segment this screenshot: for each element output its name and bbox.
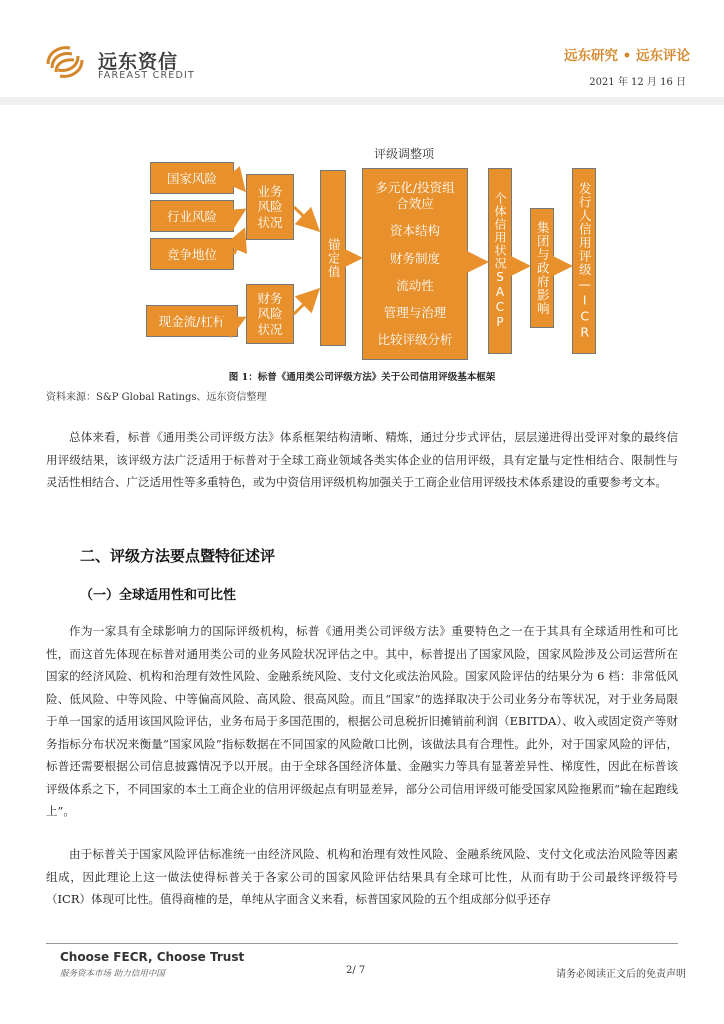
business-risk-box: 业务风险状况 — [246, 174, 294, 240]
adjustments-title: 评级调整项 — [374, 147, 435, 161]
input-industry-risk: 行业风险 — [150, 200, 234, 232]
financial-risk-box: 财务风险状况 — [246, 284, 294, 344]
icr-box: 发行人信用评级—ICR — [572, 168, 596, 354]
header-date: 2021 年 12 月 16 日 — [589, 77, 686, 88]
footer-slogan: 服务资本市场 助力信用中国 — [60, 969, 165, 979]
section-heading: 二、评级方法要点暨特征述评 — [80, 547, 276, 565]
adjustment-item: 财务制度 — [389, 250, 440, 266]
adjustment-item: 比较评级分析 — [377, 332, 453, 348]
logo-text-cn: 远东资信 — [98, 51, 179, 73]
figure-source: 资料来源：S&P Global Ratings、远东资信整理 — [46, 392, 267, 403]
group-government-box: 集团与政府影响 — [530, 208, 554, 328]
input-country-risk: 国家风险 — [150, 162, 234, 194]
adjustment-item: 资本结构 — [389, 223, 440, 239]
adjustment-item: 管理与治理 — [383, 305, 447, 321]
subsection-heading: （一）全球适用性和可比性 — [80, 588, 237, 603]
footer-brand: Choose FECR, Choose Trust — [60, 950, 245, 964]
adjustment-item: 多元化/投资组合效应 — [375, 179, 455, 211]
sacp-box: 个体信用状况SACP — [488, 168, 512, 354]
paragraph-2: 作为一家具有全球影响力的国际评级机构，标普《通用类公司评级方法》重要特色之一在于其具有全球适用性和可比性，而这首先体现在标普对通用类公司的业务风险状况评估之中。其中，标普提出了国家风险，国家风险涉及公司运营所在国家的经济风险、机构和治理有效性风险、金融系统风险、支付文化或法治风险。国家风险评估的结果分为 6 档：非常低风险、低风险、中等风险、中等偏高风险、高风险、很高风险。而且“国家”的选择取决于公司业务分布等状况，对于业务局限于单一国家的适用该国风险评估，业务布局于多国范围的，根据公司息税折旧摊销前利润（EBITDA）、收入或固定资产等财务指标分布状况来衡量“国家风险”指标数据在不同国家的风险敞口比例，该做法具有合理性。此外，对于国家风险的评估，标普还需要根据公司信息披露情况予以开展。由于全球各国经济体量、金融实力等具有显著差异性、梯度性，因此在标普该评级体系之下，不同国家的本土工商企业的信用评级起点有明显差异，部分公司信用评级可能受国家风险拖累而“输在起跑线上”。 — [46, 624, 678, 818]
logo-text-en: FAREAST CREDIT — [98, 70, 196, 81]
figure-caption: 图 1：标普《通用类公司评级方法》关于公司信用评级基本框架 — [228, 372, 496, 383]
input-competitive-position: 竞争地位 — [150, 238, 234, 270]
input-cashflow-leverage: 现金流/杠杆 — [146, 305, 238, 337]
paragraph-3: 由于标普关于国家风险评估标准统一由经济风险、机构和治理有效性风险、金融系统风险、支付文化或法治风险等因素组成，因此理论上这一做法使得标普关于各家公司的国家风险评估结果具有全球可比性，从而有助于公司最终评级符号（ICR）体现可比性。值得商榷的是，单纯从字面含义来看，标普国家风险的五个组成部分似乎还存 — [46, 847, 678, 906]
paragraph-1: 总体来看，标普《通用类公司评级方法》体系框架结构清晰、精炼，通过分步式评估，层层递进得出受评对象的最终信用评级结果，该评级方法广泛适用于标普对于全球工商业领域各类实体企业的信用评级，具有定量与定性相结合、限制性与灵活性相结合、广泛适用性等多重特色，或为中资信用评级机构加强关于工商企业信用评级技术体系建设的重要参考文本。 — [46, 430, 678, 489]
adjustment-item: 流动性 — [396, 277, 434, 293]
flow-arrows — [0, 0, 724, 370]
page-number: 2/ 7 — [346, 965, 366, 976]
footer-divider — [46, 943, 678, 944]
footer-disclaimer: 请务必阅读正文后的免责声明 — [556, 969, 686, 980]
anchor-box: 锚定值 — [320, 170, 346, 346]
header-section-title: 远东研究 • 远东评论 — [563, 48, 690, 64]
